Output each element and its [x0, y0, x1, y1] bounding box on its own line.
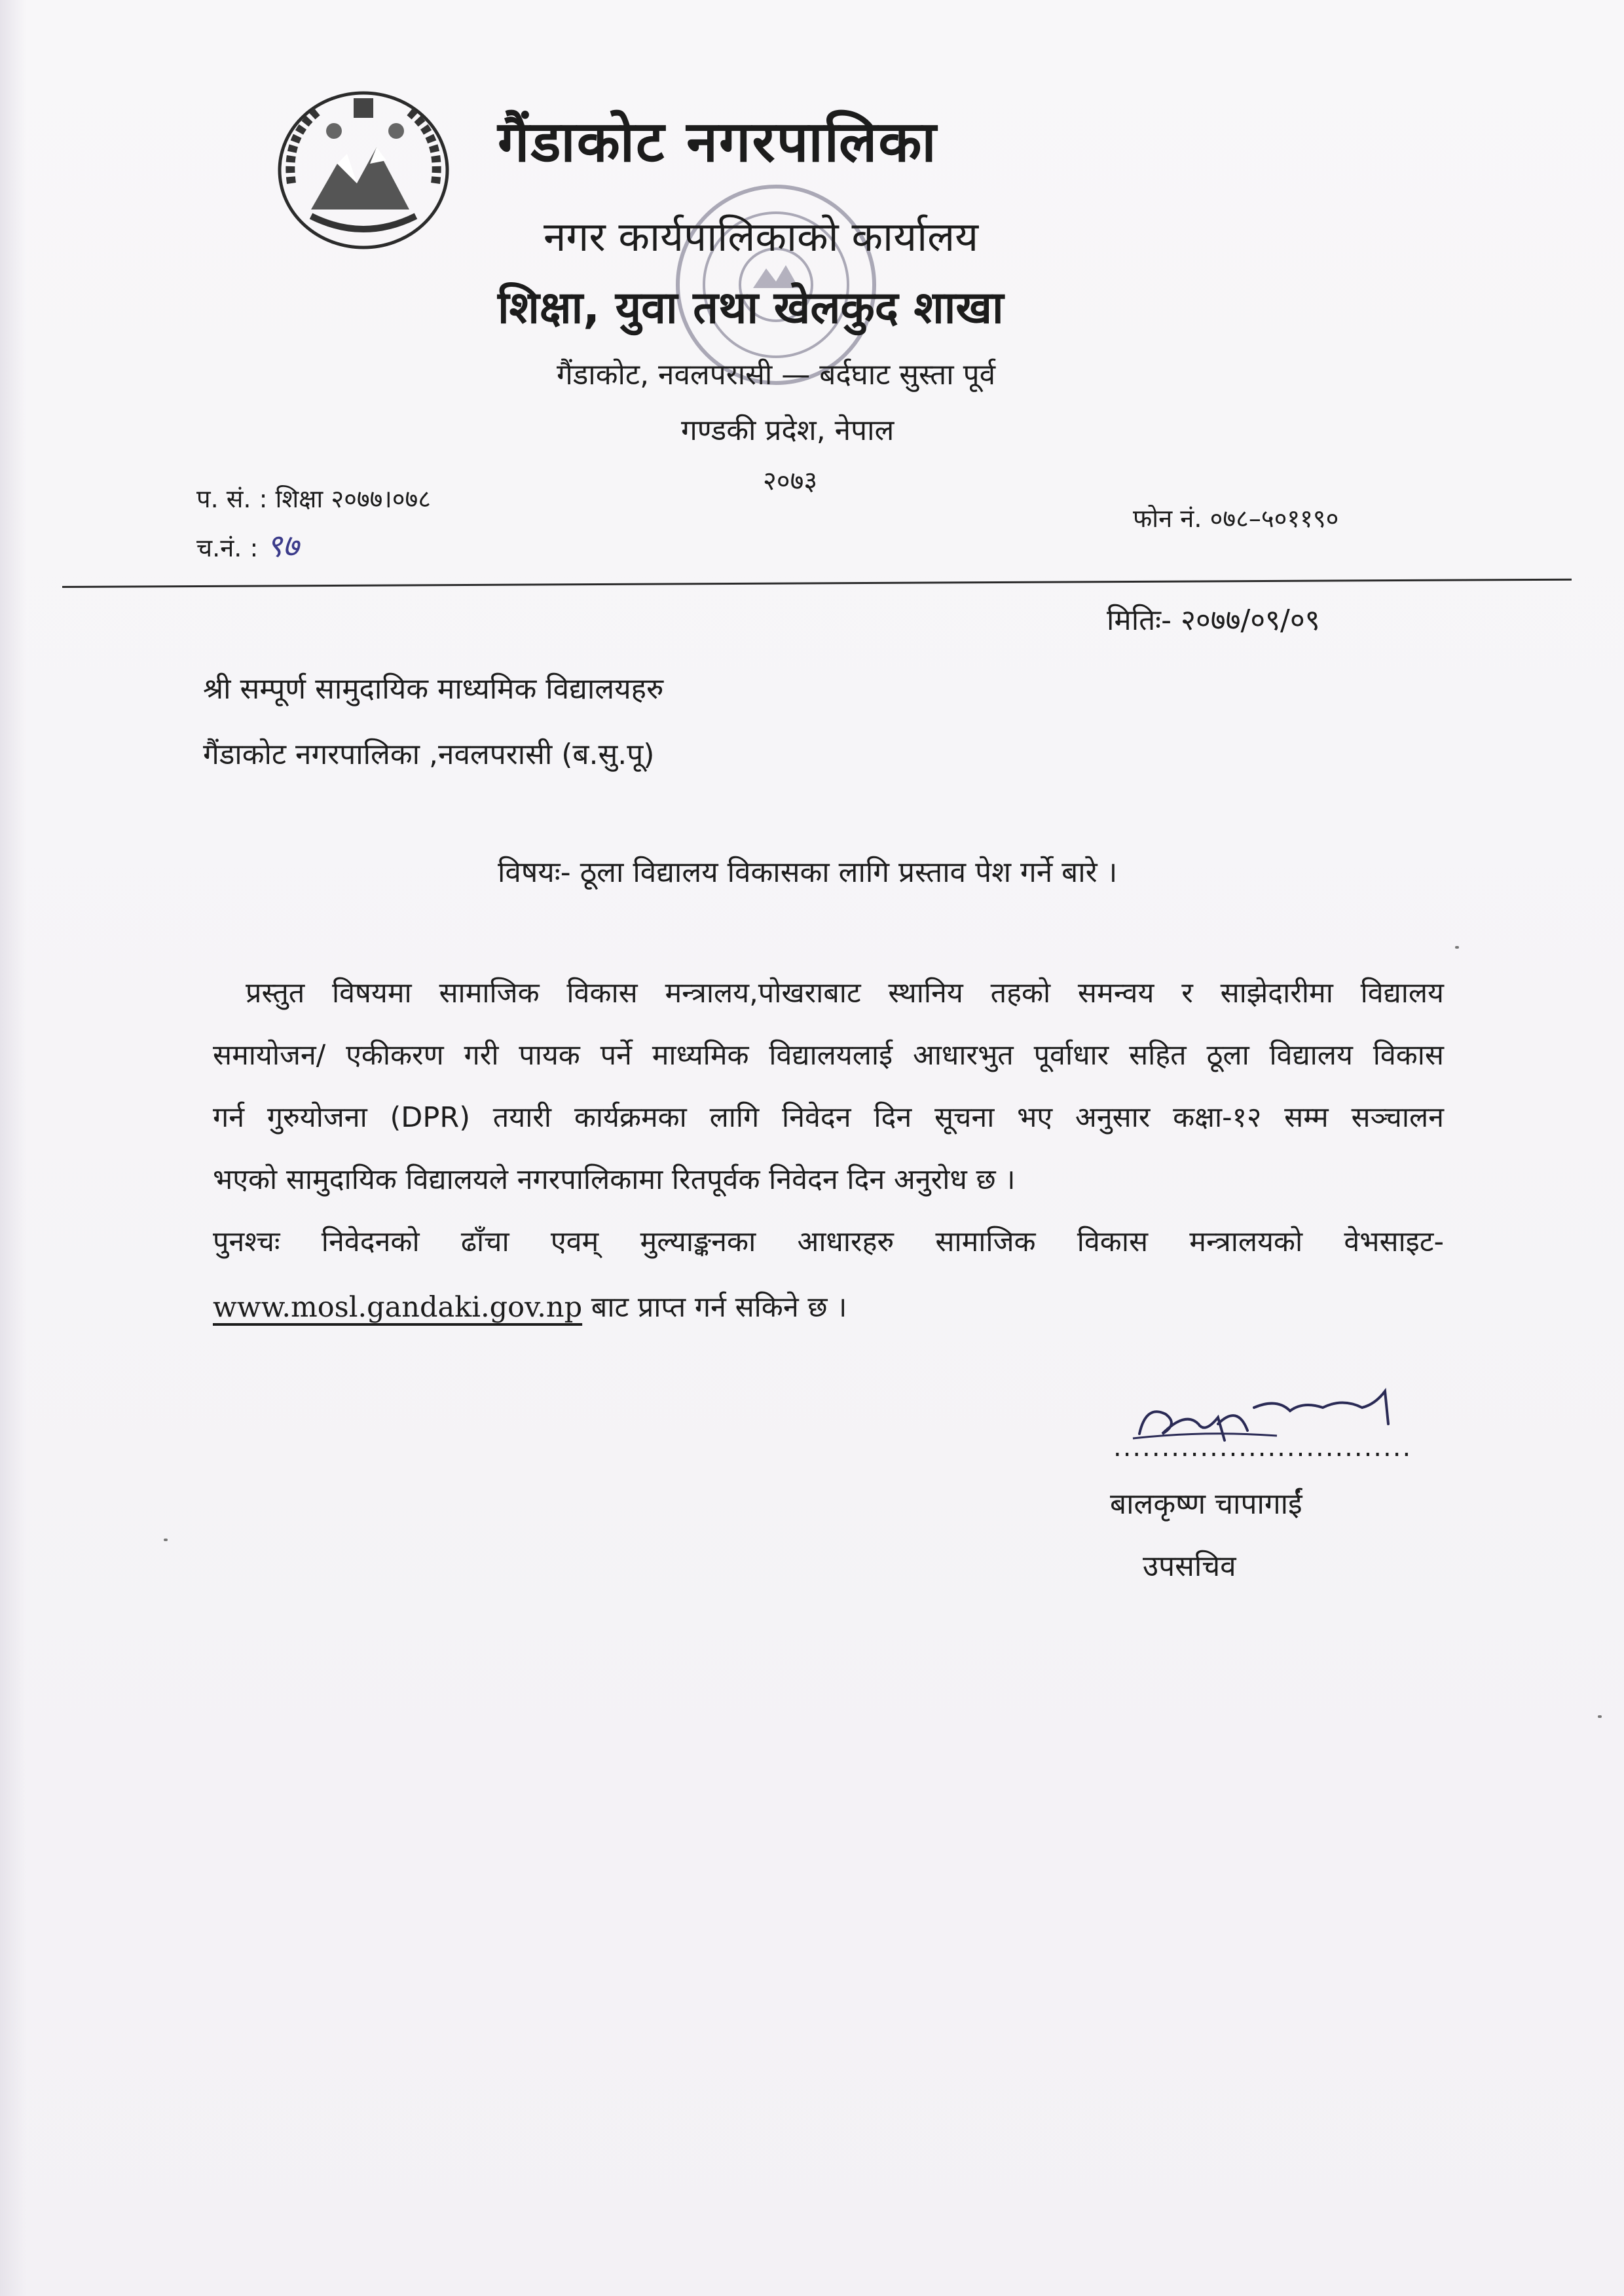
letter-number-value: शिक्षा २०७७।०७८	[275, 484, 432, 513]
dispatch-number-value: ९७	[266, 528, 299, 564]
office-name: नगर कार्यपालिकाको कार्यालय	[544, 213, 979, 261]
date-value: २०७७/०९/०९	[1180, 604, 1320, 637]
phone-value: ०७८–५०११९०	[1209, 504, 1339, 533]
signer-title: उपसचिव	[1143, 1550, 1236, 1583]
paper-speck	[1455, 946, 1459, 949]
letter-number	[196, 481, 431, 515]
recipient-line-2: गैंडाकोट नगरपालिका ,नवलपरासी (ब.सु.पू)	[203, 738, 655, 771]
body-line-1: प्रस्तुत विषयमा सामाजिक विकास मन्त्रालय,पोखराबाट स्थानिय तहको समन्वय र साझेदारीमा विद्यालय	[246, 977, 1444, 1010]
office-address: गैंडाकोट, नवलपरासी — बर्दघाट सुस्ता पूर्व	[557, 358, 996, 392]
phone-label: फोन नं.	[1133, 504, 1202, 533]
established-year: २०७३	[763, 466, 818, 496]
section-name: शिक्षा, युवा तथा खेलकुद शाखा	[498, 282, 1004, 334]
recipient-line-1: श्री सम्पूर्ण सामुदायिक माध्यमिक विद्यालयहरु	[203, 672, 664, 706]
paper-speck	[164, 1539, 168, 1541]
letter-number-label: प. सं. :	[196, 484, 268, 513]
body-line-3: गर्न गुरुयोजना (DPR) तयारी कार्यक्रमका लागि निवेदन दिन सूचना भए अनुसार कक्षा-१२ सम्म सञ्चालन	[213, 1101, 1444, 1134]
letter-subject: विषयः- ठूला विद्यालय विकासका लागि प्रस्ताव पेश गर्ने बारे ।	[498, 856, 1118, 889]
dispatch-number	[196, 524, 299, 566]
body-line-5: पुनश्चः निवेदनको ढाँचा एवम् मुल्याङ्कनका आधारहरु सामाजिक विकास मन्त्रालयको वेभसाइट-	[213, 1226, 1444, 1258]
header-divider	[62, 579, 1572, 588]
letter-date	[1107, 599, 1320, 638]
date-label: मितिः-	[1107, 604, 1172, 637]
signer-name: बालकृष्ण चापागाईं	[1110, 1487, 1302, 1521]
paper-speck	[1598, 1715, 1602, 1718]
office-province: गण्डकी प्रदेश, नेपाल	[681, 414, 895, 447]
body-line-6-text: बाट प्राप्त गर्न सकिने छ ।	[582, 1291, 847, 1324]
ministry-website-link[interactable]: www.mosl.gandaki.gov.np	[213, 1291, 583, 1324]
page-shadow-edge	[0, 0, 26, 2296]
body-line-4: भएको सामुदायिक विद्यालयले नगरपालिकामा रितपूर्वक निवेदन दिन अनुरोध छ ।	[213, 1163, 1016, 1196]
municipality-name: गैंडाकोट नगरपालिका	[498, 109, 938, 175]
phone-number	[1133, 501, 1338, 535]
signature-dotted-line: ...............................	[1113, 1432, 1412, 1463]
nepal-emblem-logo	[272, 85, 455, 255]
body-line-2: समायोजन/ एकीकरण गरी पायक पर्ने माध्यमिक विद्यालयलाई आधारभुत पूर्वाधार सहित ठूला विद्यालय विकास	[213, 1039, 1444, 1072]
dispatch-number-label: च.नं. :	[196, 534, 259, 562]
body-line-6	[213, 1286, 1444, 1325]
